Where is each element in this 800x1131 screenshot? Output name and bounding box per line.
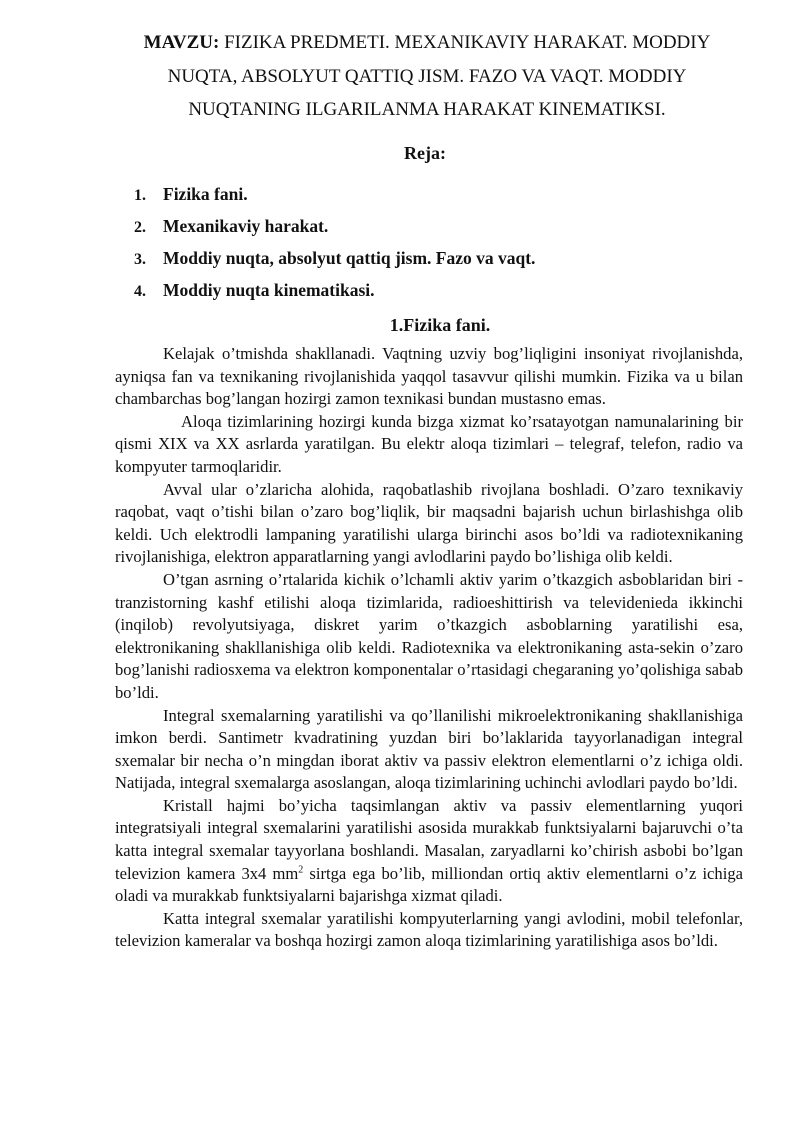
plan-item-text: Moddiy nuqta, absolyut qattiq jism. Fazo va vaqt. xyxy=(163,248,536,268)
title-lead: MAVZU: xyxy=(143,32,220,53)
plan-item-number: 1. xyxy=(134,187,146,204)
section-body xyxy=(115,343,743,953)
paragraph-text: Kristall hajmi bo’yicha taqsimlangan aktiv va passiv elementlarning yuqori integratsiyali integral sxemalarini yaratilishi asosida murakkab funktsiyalarni bajaruvchi o’ta katta integral sxemalar tayyorlana boshlandi. Masalan, zaryadlarni ko’chirish asbobi bo’lgan televizion kamera 3x4 mm xyxy=(115,795,743,883)
page-title xyxy=(110,26,744,127)
plan-item-text: Fizika fani. xyxy=(163,184,248,204)
plan-item xyxy=(134,242,535,274)
plan-heading: Reja: xyxy=(404,143,446,163)
plan-item xyxy=(134,178,535,210)
title-text: FIZIKA PREDMETI. MEXANIKAVIY HARAKAT. MODDIY NUQTA, ABSOLYUT QATTIQ JISM. FAZO VA VAQT. MODDIY NUQTANING ILGARILANMA HARAKAT KINEMATIKSI. xyxy=(167,32,711,120)
plan-list xyxy=(134,178,535,306)
plan-item-number: 2. xyxy=(134,219,146,236)
plan-item xyxy=(134,210,535,242)
plan-item-number: 4. xyxy=(134,283,146,300)
paragraph-text: sirtga ega bo’lib, milliondan ortiq aktiv elementlarni o’z ichiga oladi va murakkab funktsiyalarni bajarishga xizmat qiladi. xyxy=(115,863,743,906)
plan-item-text: Moddiy nuqta kinematikasi. xyxy=(163,280,375,300)
paragraph: Integral sxemalarning yaratilishi va qo’llanilishi mikroelektronikaning shakllanishiga imkon berdi. Santimetr kvadratining yuzdan biri bo’laklarida tayyorlanadigan integral sxemalar bir necha o’n mingdan iborat aktiv va passiv elektron elementlarni o’z ichiga oldi. Natijada, integral sxemalarga asoslangan, aloqa tizimlarining uchinchi avlodlari paydo bo’ldi. xyxy=(115,705,743,793)
plan-item xyxy=(134,274,535,306)
paragraph: Aloqa tizimlarining hozirgi kunda bizga xizmat ko’rsatayotgan namunalarining bir qismi XIX va XX asrlarda yaratilgan. Bu elektr aloqa tizimlari – telegraf, telefon, radio va kompyuter tarmoqlaridir. xyxy=(115,411,743,476)
superscript: 2 xyxy=(298,864,304,876)
paragraph: Avval ular o’zlaricha alohida, raqobatlashib rivojlana boshladi. O’zaro texnikaviy raqobat, vaqt o’tishi bilan o’zaro bog’liqlik, bir maqsadni bajarish uchun birlashishga olib keldi. Uch elektrodli lampaning yaratilishi ularga birinchi asos bo’ldi va radiotexnikaning rivojlanishiga, elektron apparatlarning yangi avlodlarini paydo bo’lishiga olib keldi. xyxy=(115,479,743,567)
section-heading: 1.Fizika fani. xyxy=(389,315,491,335)
plan-item-number: 3. xyxy=(134,251,146,268)
paragraph: Katta integral sxemalar yaratilishi kompyuterlarning yangi avlodini, mobil telefonlar, televizion kameralar va boshqa hozirgi zamon aloqa tizimlarining yaratilishiga asos bo’ldi. xyxy=(115,908,743,951)
plan-item-text: Mexanikaviy harakat. xyxy=(163,216,329,236)
paragraph: O’tgan asrning o’rtalarida kichik o’lchamli aktiv yarim o’tkazgich asboblaridan biri - tranzistorning kashf etilishi aloqa tizimlarida, radioeshittirish va televidenieda ikkinchi (inqilob) revolyutsiyaga, diskret yarim o’tkazgich asboblarning yaratilishi esa, elektronikaning shakllanishiga olib keldi. Radiotexnika va elektronikaning asta-sekin o’zaro bog’lanishi radiosxema va elektron komponentalar o’rtasidagi chegaraning yo’qolishiga sabab bo’ldi. xyxy=(115,569,743,702)
paragraph: Kelajak o’tmishda shakllanadi. Vaqtning uzviy bog’liqligini insoniyat rivojlanishda, ayniqsa fan va texnikaning rivojlanishida yaqqol tasavvur qilishi mumkin. Fizika va u bilan chambarchas bog’langan hozirgi zamon texnikasi bundan mustasno emas. xyxy=(115,344,743,409)
paragraph xyxy=(115,795,743,908)
